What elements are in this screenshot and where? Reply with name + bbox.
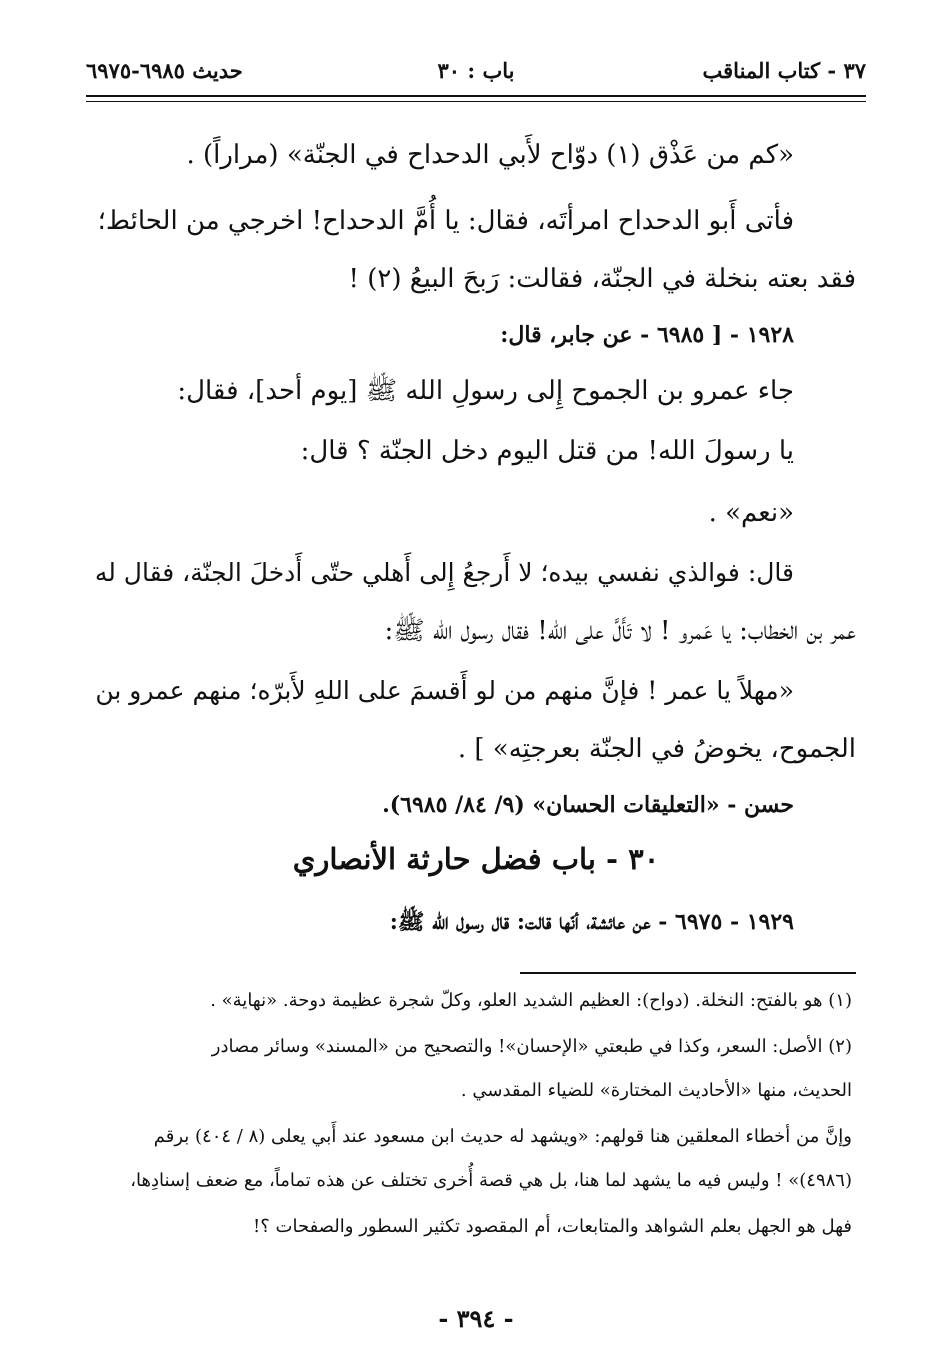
running-header (86, 58, 866, 94)
hadith-number-1929: ١٩٢٩ - ٦٩٧٥ - عن عائشة، أنّها قالت: قال رسول الله ﷺ: (389, 909, 794, 935)
body-line-11: الجموح، يخوضُ في الجنّة بعرجتِه» ] . (457, 734, 856, 764)
footnote-1: (١) هو بالفتح: النخلة. (دواح): العظيم الشديد العلو، وكلّ شجرة عظيمة دوحة. «نهاية» . (210, 990, 852, 1011)
header-hadith-range: حديث ٦٩٨٥-٦٩٧٥ (86, 58, 243, 83)
header-rule-thin (86, 101, 866, 102)
footnote-2-line-1: (٢) الأصل: السعر، وكذا في طبعتي «الإحسان»! والتصحيح من «المسند» وسائر مصادر (211, 1036, 852, 1057)
body-line-10: «مهلاً يا عمر ! فإنَّ منهم من لو أَقسمَ على اللهِ لأَبرّه؛ منهم عمرو بن (95, 676, 794, 705)
body-line-7: «نعم» . (708, 498, 794, 528)
footnote-2-line-2: الحديث، منها «الأحاديث المختارة» للضياء المقدسي . (460, 1080, 852, 1101)
body-line-5: جاء عمرو بن الجموح إِلى رسولِ الله ﷺ [يوم أحد]، فقال: (177, 376, 794, 406)
footnote-3-line-3: فهل هو الجهل بعلم الشواهد والمتابعات، أم المقصود تكثير السطور والصفحات ؟! (253, 1216, 852, 1237)
footnote-3-line-1: وإنَّ من أخطاء المعلقين هنا قولهم: «ويشهد له حديث ابن مسعود عند أَبي يعلى (٨ / ٤٠٤) برقم (153, 1126, 852, 1147)
hadith-number-1928: ١٩٢٨ - [ ٦٩٨٥ - عن جابر، قال: (500, 322, 794, 348)
hadith-grading: حسن - «التعليقات الحسان» (٩/ ٨٤/ ٦٩٨٥). (382, 792, 794, 818)
body-line-1: «كم من عَذْق (١) دوّاح لأَبي الدحداح في الجنّة» (مراراً) . (186, 140, 794, 170)
footnote-3-line-2: (٤٩٨٦)» ! وليس فيه ما يشهد لما هنا، بل هي قصة أُخرى تختلف عن هذه تماماً، مع ضعف إسنادِها، (130, 1170, 852, 1191)
body-line-9: عمر بن الخطاب: يا عَمرو ! لا تَأَلَّ على الله! فقال رسول الله ﷺ: (384, 616, 856, 646)
header-rule-thick (86, 95, 866, 97)
body-line-6: يا رسولَ الله! من قتل اليوم دخل الجنّة ؟ قال: (300, 436, 794, 466)
body-line-8: قال: فوالذي نفسي بيده؛ لا أَرجعُ إِلى أَهلي حتّى أَدخلَ الجنّة، فقال له (94, 558, 794, 587)
footnote-separator (520, 972, 856, 974)
header-chapter: باب : ٣٠ (437, 58, 515, 83)
body-line-2: فأتى أَبو الدحداح امرأتَه، فقال: يا أُمَّ الدحداح! اخرجي من الحائط؛ (97, 206, 794, 236)
chapter-title: ٣٠ - باب فضل حارثة الأنصاري (292, 842, 660, 876)
page-number: - ٣٩٤ - (438, 1304, 514, 1333)
body-line-3: فقد بعته بنخلة في الجنّة، فقالت: رَبحَ البيعُ (٢) ! (348, 264, 856, 294)
header-book-title: ٣٧ - كتاب المناقب (702, 58, 866, 83)
